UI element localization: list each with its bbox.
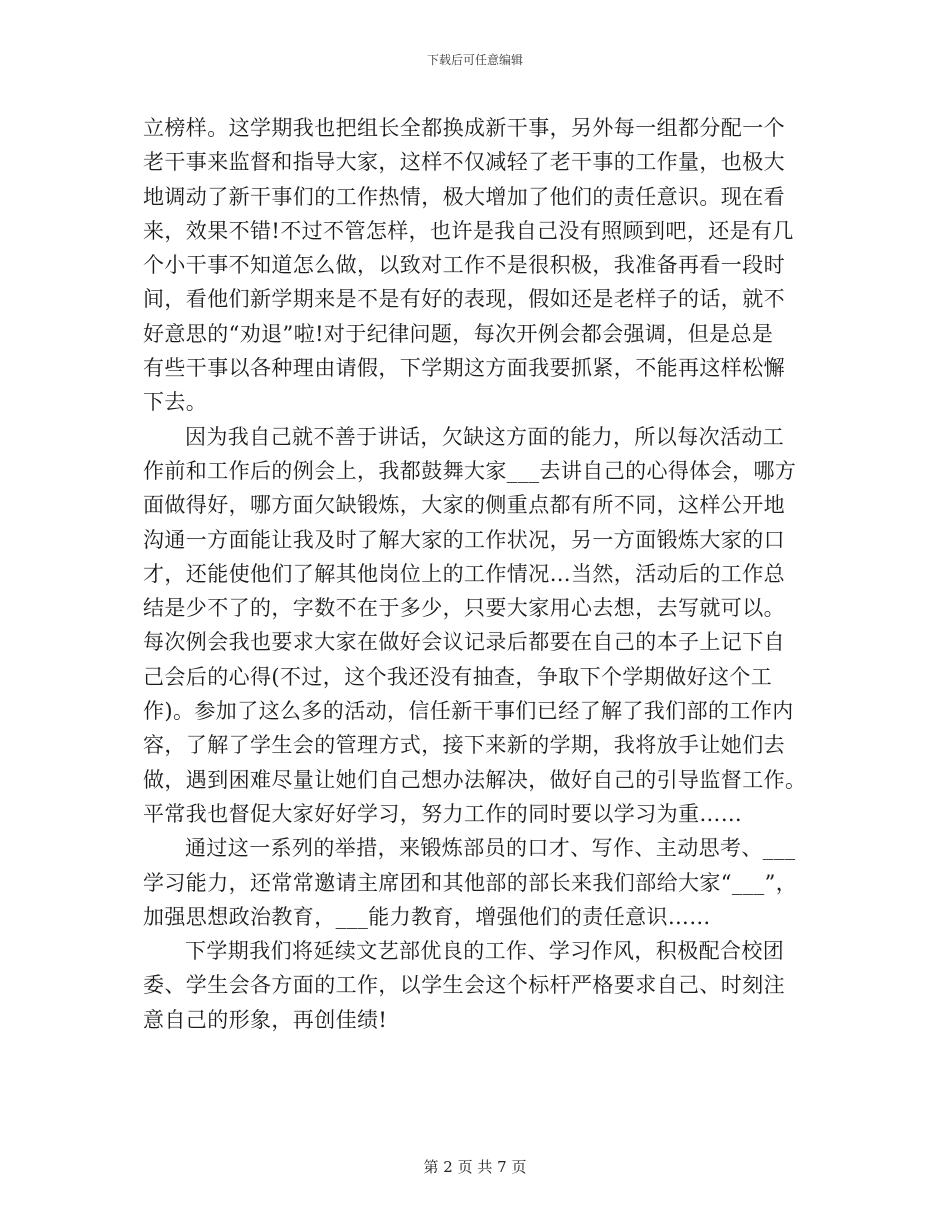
text-line: 下去。 — [143, 390, 208, 415]
text-line: 结是少不了的，字数不在于多少，只要大家用心去想，去写就可以。 — [143, 596, 785, 621]
document-body — [143, 111, 807, 1037]
text-line: 来，效果不错!不过不管怎样，也许是我自己没有照顾到吧，还是有几 — [143, 218, 794, 243]
paragraph — [143, 934, 807, 1037]
page-number: 第 2 页 共 7 页 — [423, 1158, 527, 1176]
text-line: 间，看他们新学期来是不是有好的表现，假如还是老样子的话，就不 — [143, 287, 785, 312]
text-line: 委、学生会各方面的工作，以学生会这个标杆严格要求自己、时刻注 — [143, 973, 785, 998]
text-line: 学习能力，还常常邀请主席团和其他部的部长来我们部给大家“___”， — [143, 870, 798, 895]
text-line: 己会后的心得(不过，这个我还没有抽查，争取下个学期做好这个工 — [143, 664, 773, 689]
text-line: 才，还能使他们了解其他岗位上的工作情况…当然，活动后的工作总 — [143, 561, 785, 586]
text-line: 意自己的形象，再创佳绩! — [143, 1007, 388, 1032]
paragraph — [143, 420, 807, 832]
text-line: 老干事来监督和指导大家，这样不仅减轻了老干事的工作量，也极大 — [143, 150, 785, 175]
text-line: 平常我也督促大家好好学习，努力工作的同时要以学习为重…… — [143, 801, 743, 826]
text-line: 通过这一系列的举措，来锻炼部员的口才、写作、主动思考、___ — [185, 836, 796, 861]
text-line: 个小干事不知道怎么做，以致对工作不是很积极，我准备再看一段时 — [143, 253, 785, 278]
text-line: 好意思的“劝退”啦!对于纪律问题，每次开例会都会强调，但是总是 — [143, 321, 774, 346]
text-line: 面做得好，哪方面欠缺锻炼，大家的侧重点都有所不同，这样公开地 — [143, 493, 785, 518]
paragraph — [143, 111, 807, 420]
text-line: 每次例会我也要求大家在做好会议记录后都要在自己的本子上记下自 — [143, 630, 785, 655]
text-line: 作)。参加了这么多的活动，信任新干事们已经了解了我们部的工作内 — [143, 699, 794, 724]
text-line: 容，了解了学生会的管理方式，接下来新的学期，我将放手让她们去 — [143, 733, 785, 758]
text-line: 立榜样。这学期我也把组长全都换成新干事，另外每一组都分配一个 — [143, 116, 785, 140]
text-line: 下学期我们将延续文艺部优良的工作、学习作风，积极配合校团 — [185, 939, 785, 964]
page-header: 下载后可任意编辑 — [426, 53, 523, 67]
paragraph — [143, 831, 807, 934]
text-line: 沟通一方面能让我及时了解大家的工作状况，另一方面锻炼大家的口 — [143, 527, 785, 552]
text-line: 有些干事以各种理由请假，下学期这方面我要抓紧，不能再这样松懈 — [143, 356, 785, 381]
text-line: 因为我自己就不善于讲话，欠缺这方面的能力，所以每次活动工 — [185, 424, 785, 449]
text-line: 做，遇到困难尽量让她们自己想办法解决，做好自己的引导监督工作。 — [143, 767, 807, 792]
text-line: 地调动了新干事们的工作热情，极大增加了他们的责任意识。现在看 — [143, 184, 785, 209]
text-line: 加强思想政治教育，___能力教育，增强他们的责任意识…… — [143, 904, 711, 929]
text-line: 作前和工作后的例会上，我都鼓舞大家___去讲自己的心得体会，哪方 — [143, 458, 797, 483]
